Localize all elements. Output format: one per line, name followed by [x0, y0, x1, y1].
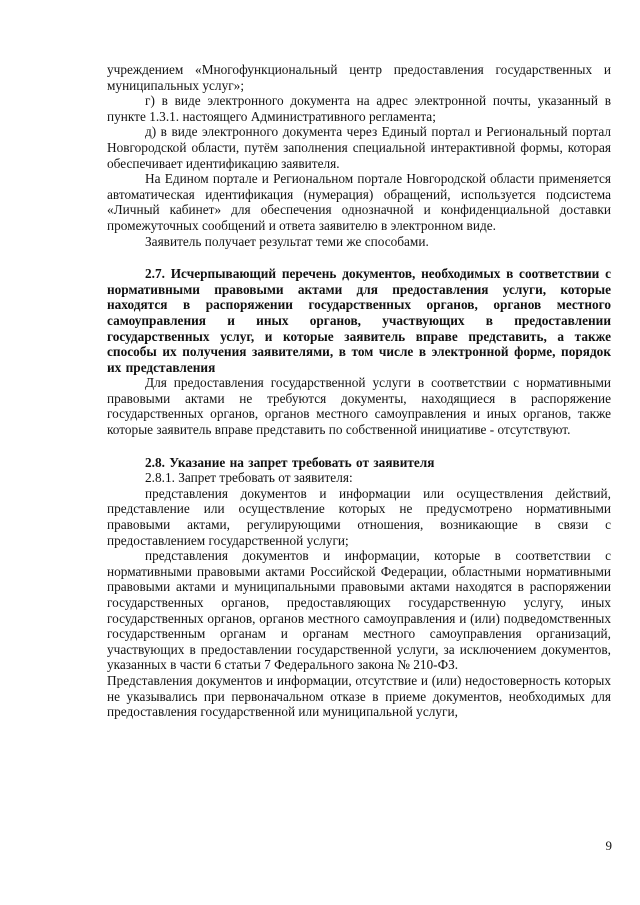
- paragraph-result-delivery: Заявитель получает результат теми же способами.: [145, 233, 429, 249]
- paragraph-mfc-continuation: учреждением «Многофункциональный центр предоставления государственных и муниципальных услуг»;: [107, 62, 611, 93]
- section-2-8-heading: 2.8. Указание на запрет требовать от заявителя: [145, 454, 435, 470]
- section-2-7-body: Для предоставления государственной услуги в соответствии с нормативными правовыми актами не требуются документы, находящиеся в распоряжение государственных органов, органов местного самоуправления и иных органов, также которые заявитель вправе представить по собственной инициативе - отсутствуют.: [107, 375, 611, 438]
- section-2-7-heading: 2.7. Исчерпывающий перечень документов, необходимых в соответствии с нормативными правовыми актами для предоставления услуги, которые находятся в распоряжении государственных органов, органов местного самоуправления и иных органов, участвующих в предоставлении государственных услуг, и которые заявитель вправе представить, а также способы их получения заявителями, в том числе в электронной форме, порядок их представления: [107, 266, 611, 375]
- section-2-8-item-3: Представления документов и информации, отсутствие и (или) недостоверность которых не указывались при первоначальном отказе в приеме документов, необходимых для предоставления государственной или муниципальной услуги,: [107, 672, 611, 720]
- section-2-8-1-subheading: 2.8.1. Запрет требовать от заявителя:: [145, 470, 353, 486]
- paragraph-item-g: г) в виде электронного документа на адрес электронной почты, указанный в пункте 1.3.1. настоящего Административного регламента;: [107, 93, 611, 124]
- paragraph-portal-identification: На Едином портале и Региональном портале Новгородской области применяется автоматическая идентификация (нумерация) обращений, используется подсистема «Личный кабинет» для обеспечения однозначной и конфиденциальной доставки промежуточных сообщений и ответа заявителю в электронном виде.: [107, 171, 611, 233]
- document-body: [107, 62, 611, 720]
- page-number: 9: [605, 838, 612, 853]
- section-2-8-item-2: представления документов и информации, которые в соответствии с нормативными правовыми актами Российской Федерации, областными нормативными правовыми актами и муниципальными правовыми актами находятся в распоряжении государственных органов, предоставляющих государственную услугу, иных государственных органов, органов местного самоуправления и (или) подведомственных государственным органам и органам местного самоуправления организаций, участвующих в предоставлении государственной услуги, за исключением документов, указанных в части 6 статьи 7 Федерального закона № 210-ФЗ.: [107, 548, 611, 673]
- paragraph-item-d: д) в виде электронного документа через Единый портал и Региональный портал Новгородской области, путём заполнения специальной интерактивной формы, которая обеспечивает идентификацию заявителя.: [107, 124, 611, 171]
- section-2-8-item-1: представления документов и информации или осуществления действий, представление или осуществление которых не предусмотрено нормативными правовыми актами, регулирующими отношения, возникающие в связи с предоставлением государственной услуги;: [107, 485, 611, 548]
